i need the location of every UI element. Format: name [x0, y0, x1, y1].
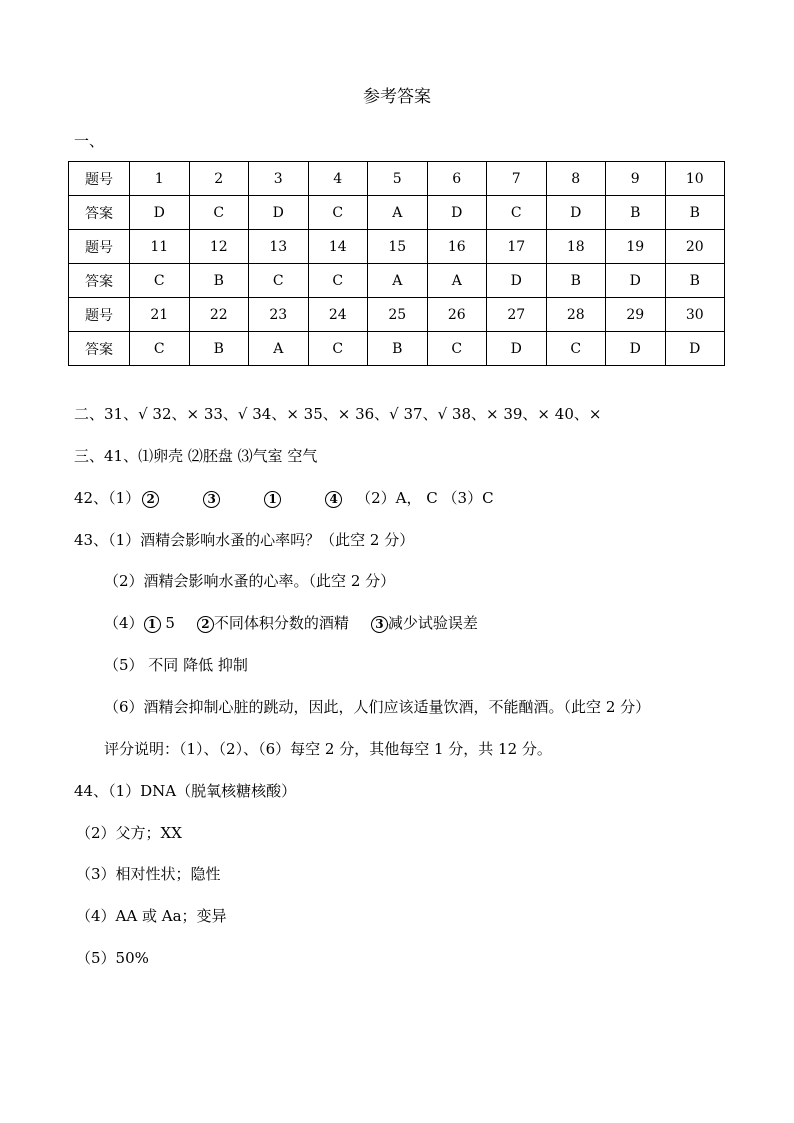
- table-cell: D: [606, 332, 666, 366]
- table-cell: 10: [665, 162, 725, 196]
- row-header-cell: 答案: [69, 332, 130, 366]
- table-cell: 28: [546, 298, 606, 332]
- table-cell: 6: [427, 162, 487, 196]
- table-cell: B: [665, 264, 725, 298]
- table-cell: 17: [487, 230, 547, 264]
- table-cell: 16: [427, 230, 487, 264]
- table-cell: A: [368, 196, 428, 230]
- table-cell: 29: [606, 298, 666, 332]
- page-title: 参考答案: [363, 87, 431, 107]
- q42-line: [74, 488, 494, 508]
- q43-line-3: [104, 613, 478, 633]
- q44-line-3: （3）相对性状；隐性: [76, 865, 221, 883]
- table-cell: C: [249, 264, 309, 298]
- table-cell: C: [308, 196, 368, 230]
- table-cell: A: [368, 264, 428, 298]
- q43-line-1: 43、（1）酒精会影响水蚤的心率吗？（此空 2 分）: [74, 531, 415, 549]
- table-cell: 15: [368, 230, 428, 264]
- q44-line-2: （2）父方；XX: [76, 824, 182, 842]
- table-cell: C: [427, 332, 487, 366]
- table-cell: 8: [546, 162, 606, 196]
- table-row: [69, 162, 725, 196]
- row-header-cell: 题号: [69, 162, 130, 196]
- table-cell: C: [130, 332, 190, 366]
- table-cell: 2: [189, 162, 249, 196]
- table-cell: C: [308, 332, 368, 366]
- table-cell: 21: [130, 298, 190, 332]
- table-cell: 11: [130, 230, 190, 264]
- table-cell: C: [487, 196, 547, 230]
- q44-line-1: 44、（1）DNA（脱氧核糖核酸）: [74, 782, 297, 800]
- q42-rest: （2）A， C （3）C: [356, 489, 494, 507]
- q44-line-5: （5）50%: [76, 949, 149, 967]
- table-cell: 20: [665, 230, 725, 264]
- table-cell: 22: [189, 298, 249, 332]
- answer-table: [68, 161, 725, 366]
- table-cell: 13: [249, 230, 309, 264]
- table-cell: 30: [665, 298, 725, 332]
- q43-answer-a: 5: [165, 614, 175, 632]
- table-cell: D: [665, 332, 725, 366]
- table-cell: C: [308, 264, 368, 298]
- section-2-line: 二、31、√ 32、× 33、√ 34、× 35、× 36、√ 37、√ 38、× 39、× 40、×: [74, 405, 602, 423]
- table-cell: C: [189, 196, 249, 230]
- q42-prefix: 42、（1）: [74, 489, 141, 507]
- table-cell: B: [546, 264, 606, 298]
- table-cell: 3: [249, 162, 309, 196]
- table-cell: D: [606, 264, 666, 298]
- table-cell: 5: [368, 162, 428, 196]
- table-cell: B: [606, 196, 666, 230]
- table-cell: 18: [546, 230, 606, 264]
- q43-line-4: （5） 不同 降低 抑制: [104, 656, 248, 674]
- circled-number: 1: [144, 616, 161, 633]
- table-cell: D: [130, 196, 190, 230]
- row-header-cell: 答案: [69, 196, 130, 230]
- table-cell: 4: [308, 162, 368, 196]
- table-cell: B: [665, 196, 725, 230]
- table-cell: 25: [368, 298, 428, 332]
- table-cell: A: [427, 264, 487, 298]
- q44-line-4: （4）AA 或 Aa；变异: [76, 907, 227, 925]
- circled-number: 1: [264, 491, 281, 508]
- table-cell: B: [189, 332, 249, 366]
- table-cell: D: [427, 196, 487, 230]
- table-cell: A: [249, 332, 309, 366]
- table-cell: 7: [487, 162, 547, 196]
- table-cell: D: [249, 196, 309, 230]
- table-cell: 9: [606, 162, 666, 196]
- table-row: [69, 332, 725, 366]
- row-header-cell: 题号: [69, 230, 130, 264]
- circled-number: 4: [325, 491, 342, 508]
- q43-line-5: （6）酒精会抑制心脏的跳动，因此，人们应该适量饮酒，不能酗酒。（此空 2 分）: [104, 698, 651, 716]
- table-cell: D: [546, 196, 606, 230]
- circled-number: 2: [197, 616, 214, 633]
- table-cell: 14: [308, 230, 368, 264]
- circled-number: 2: [142, 491, 159, 508]
- table-cell: C: [546, 332, 606, 366]
- q43-line-2: （2）酒精会影响水蚤的心率。（此空 2 分）: [104, 572, 396, 590]
- table-cell: 23: [249, 298, 309, 332]
- q43-answer-c: 减少试验误差: [387, 614, 478, 632]
- table-cell: D: [487, 264, 547, 298]
- table-cell: 1: [130, 162, 190, 196]
- table-cell: C: [130, 264, 190, 298]
- table-row: [69, 264, 725, 298]
- table-cell: B: [368, 332, 428, 366]
- table-cell: 27: [487, 298, 547, 332]
- circled-number: 3: [203, 491, 220, 508]
- table-row: [69, 230, 725, 264]
- table-cell: 24: [308, 298, 368, 332]
- table-row: [69, 196, 725, 230]
- table-cell: D: [487, 332, 547, 366]
- section-3-line: 三、41、⑴卵壳 ⑵胚盘 ⑶气室 空气: [74, 447, 318, 465]
- table-cell: 19: [606, 230, 666, 264]
- table-row: [69, 298, 725, 332]
- section-1-label: 一、: [74, 132, 105, 150]
- q43-answer-b: 不同体积分数的酒精: [213, 614, 349, 632]
- row-header-cell: 答案: [69, 264, 130, 298]
- table-cell: 26: [427, 298, 487, 332]
- q43-line-3-prefix: （4）: [104, 614, 144, 632]
- row-header-cell: 题号: [69, 298, 130, 332]
- circled-number: 3: [371, 616, 388, 633]
- table-cell: 12: [189, 230, 249, 264]
- table-cell: B: [189, 264, 249, 298]
- q43-scoring-note: 评分说明：（1）、（2）、（6）每空 2 分，其他每空 1 分，共 12 分。: [104, 740, 552, 758]
